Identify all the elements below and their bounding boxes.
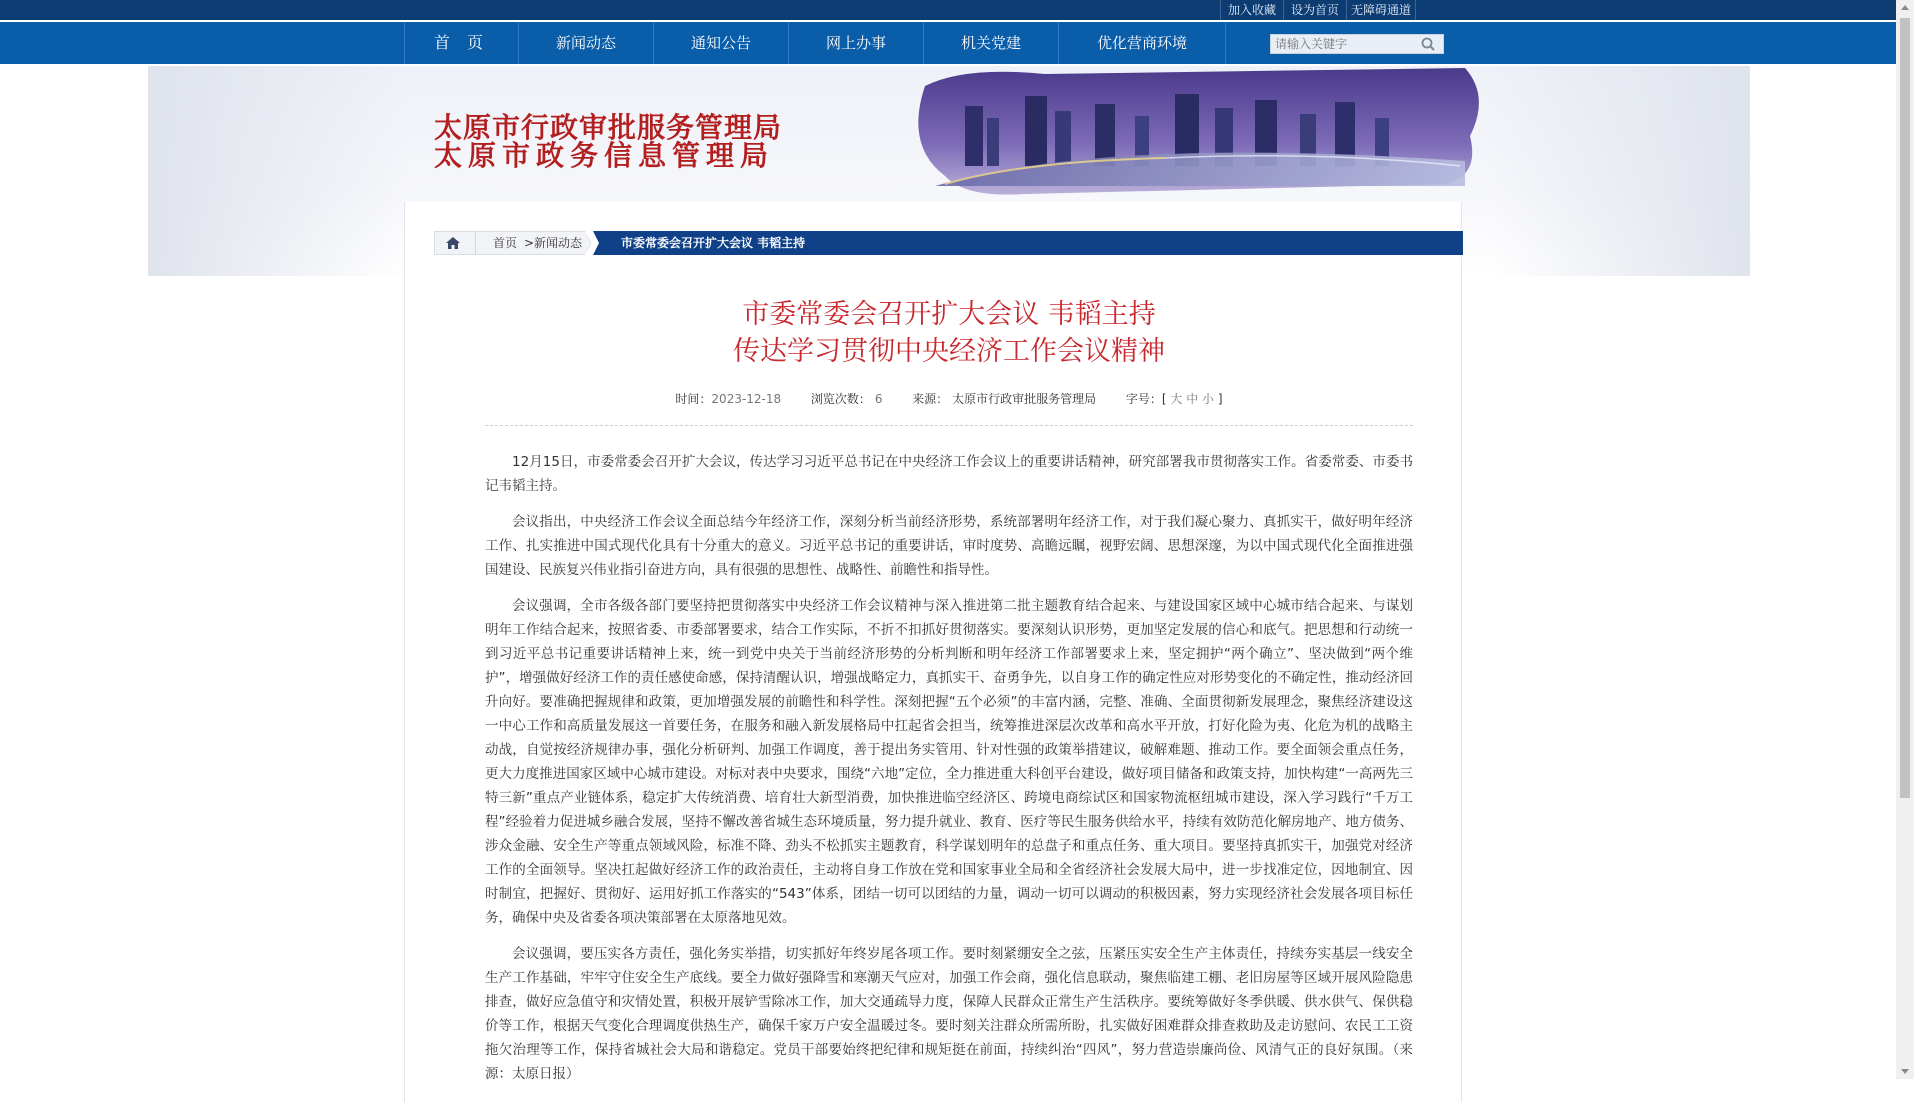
article-paragraph: 会议强调，全市各级各部门要坚持把贯彻落实中央经济工作会议精神与深入推进第二批主题教育结合起来、与建设国家区域中心城市结合起来、与谋划明年工作结合起来，按照省委、市委部署要求，结合工作实际，不折不扣抓好贯彻落实。要深刻认识形势，更加坚定发展的信心和底气。把思想和行动统一到习近平总书记重要讲话精神上来，统一到党中央关于当前经济形势的分析判断和明年经济工作部署要求上来，坚定拥护“两个确立”、坚决做到“两个维护”，增强做好经济工作的责任感使命感，保持清醒认识，增强战略定力，真抓实干、奋勇争先，以自身工作的确定性应对形势变化的不确定性，推动经济回升向好。要准确把握规律和政策，更加增强发展的前瞻性和科学性。深刻把握“五个必须”的丰富内涵，完整、准确、全面贯彻新发展理念，聚焦经济建设这一中心工作和高质量发展这一首要任务，在服务和融入新发展格局中扛起省会担当，统筹推进深层次改革和高水平开放，打好化险为夷、化危为机的战略主动战，自觉按经济规律办事，强化分析研判、加强工作调度，善于提出务实管用、针对性强的政策举措建议，破解难题、推动工作。要全面领会重点任务，更大力度推进国家区域中心城市建设。对标对表中央要求，围绕“六地”定位，全力推进重大科创平台建设，做好项目储备和政策支持，加快构建“一高两先三特三新”重点产业链体系，稳定扩大传统消费、培育壮大新型消费，加快推进临空经济区、跨境电商综试区和国家物流枢纽城市建设，深入学习践行“千万工程”经验着力促进城乡融合发展，坚持不懈改善省城生态环境质量，努力提升就业、教育、医疗等民生服务供给水平，持续有效防范化解房地产、地方债务、涉众金融、安全生产等重点领域风险，标准不降、劲头不松抓实主题教育，科学谋划明年的总盘子和重点任务、重大项目。要坚持真抓实干，加强党对经济工作的全面领导。坚决扛起做好经济工作的政治责任，主动将自身工作放在党和国家事业全局和全省经济社会发展大局中，进一步找准定位，因地制宜、因时制宜，把握好、贯彻好、运用好抓工作落实的“543”体系，团结一切可以团结的力量，调动一切可以调动的积极因素，努力实现经济社会发展各项目标任务，确保中央及省委各项决策部署在太原落地见效。 [485,598,1413,926]
article-title-line2: 传达学习贯彻中央经济工作会议精神 [733,336,1165,367]
breadcrumb [434,231,1462,255]
breadcrumb-news-link[interactable]: 新闻动态 [534,236,583,250]
source-label: 来源： [912,392,949,406]
article-paragraph: 会议强调，要压实各方责任，强化务实举措，切实抓好年终岁尾各项工作。要时刻紧绷安全之弦，压紧压实安全生产主体责任，持续夯实基层一线安全生产工作基础，牢牢守住安全生产底线。要全力做好强降雪和寒潮天气应对，加强工作会商，强化信息联动，聚焦临建工棚、老旧房屋等区域开展风险隐患排查，做好应急值守和灾情处置，积极开展铲雪除冰工作，加大交通疏导力度，保障人民群众正常生产生活秩序。要统筹做好冬季供暖、供水供气、保供稳价等工作，根据天气变化合理调度供热生产，确保千家万户安全温暖过冬。要时刻关注群众所需所盼，扎实做好困难群众排查救助及走访慰问、农民工工资拖欠治理等工作，保持省城社会大局和谐稳定。党员干部要始终把纪律和规矩挺在前面，持续纠治“四风”，努力营造崇廉尚俭、风清气正的良好氛围。（来源：太原日报） [485,946,1413,1082]
font-size-label: 字号： [1125,392,1162,406]
banner-right-shade [1490,66,1750,276]
add-favorite-link[interactable]: 加入收藏 [1220,0,1283,20]
set-homepage-link[interactable]: 设为首页 [1283,0,1346,20]
view-count: 6 [874,392,883,406]
banner-left-shade [148,66,408,276]
nav-home[interactable]: 首 页 [404,22,518,64]
font-size-bracket-open: [ [1161,392,1167,406]
search-box [1270,34,1444,54]
publish-time: 2023-12-18 [711,392,782,406]
breadcrumb-divider [475,232,476,254]
home-icon[interactable] [445,236,461,250]
page-scrollbar[interactable] [1896,0,1914,1079]
breadcrumb-arrow-icon [585,231,601,255]
font-size-small[interactable]: 小 [1202,392,1215,406]
article-paragraph: 会议指出，中央经济工作会议全面总结今年经济工作，深刻分析当前经济形势，系统部署明年经济工作，对于我们凝心聚力、真抓实干，做好明年经济工作、扎实推进中国式现代化具有十分重大的意义。习近平总书记的重要讲话，审时度势、高瞻远瞩，视野宏阔、思想深邃，为以中国式现代化全面推进强国建设、民族复兴伟业指引奋进方向，具有很强的思想性、战略性、前瞻性和指导性。 [485,514,1413,578]
nav-news[interactable]: 新闻动态 [518,22,653,64]
font-size-medium[interactable]: 中 [1186,392,1199,406]
views-label: 浏览次数： [810,392,871,406]
city-skyline-image [905,66,1490,200]
nav-business-environment[interactable]: 优化营商环境 [1058,22,1226,64]
scrollbar-thumb[interactable] [1900,18,1910,798]
search-input[interactable] [1273,36,1417,52]
top-utility-bar [0,0,1896,20]
banner-title-line1: 太原市行政审批服务管理局 [434,111,783,144]
scroll-up-arrow-icon[interactable] [1896,0,1914,16]
nav-online-services[interactable]: 网上办事 [788,22,923,64]
article-title-line1: 市委常委会召开扩大会议 韦韬主持 [742,299,1156,330]
nav-party-building[interactable]: 机关党建 [923,22,1058,64]
article-body [485,450,1413,1098]
source-value: 太原市行政审批服务管理局 [952,392,1097,406]
banner-title-line2: 太原市政务信息管理局 [434,139,775,172]
article-paragraph: 12月15日，市委常委会召开扩大会议，传达学习习近平总书记在中央经济工作会议上的重要讲话精神，研究部署我市贯彻落实工作。省委常委、市委书记韦韬主持。 [485,454,1413,494]
time-label: 时间： [675,392,712,406]
search-icon[interactable] [1419,36,1437,52]
nav-notices[interactable]: 通知公告 [653,22,788,64]
breadcrumb-separator: > [524,236,535,250]
main-nav-bar [0,22,1896,64]
article-meta [404,390,1494,407]
breadcrumb-home-link[interactable]: 首页 [493,236,518,250]
font-size-bracket-close: ] [1217,392,1223,406]
accessibility-link[interactable]: 无障碍通道 [1346,0,1416,20]
font-size-large[interactable]: 大 [1170,392,1183,406]
scroll-down-arrow-icon[interactable] [1896,1063,1914,1079]
breadcrumb-current: 市委常委会召开扩大会议 韦韬主持 [621,236,806,250]
meta-divider [485,425,1413,426]
